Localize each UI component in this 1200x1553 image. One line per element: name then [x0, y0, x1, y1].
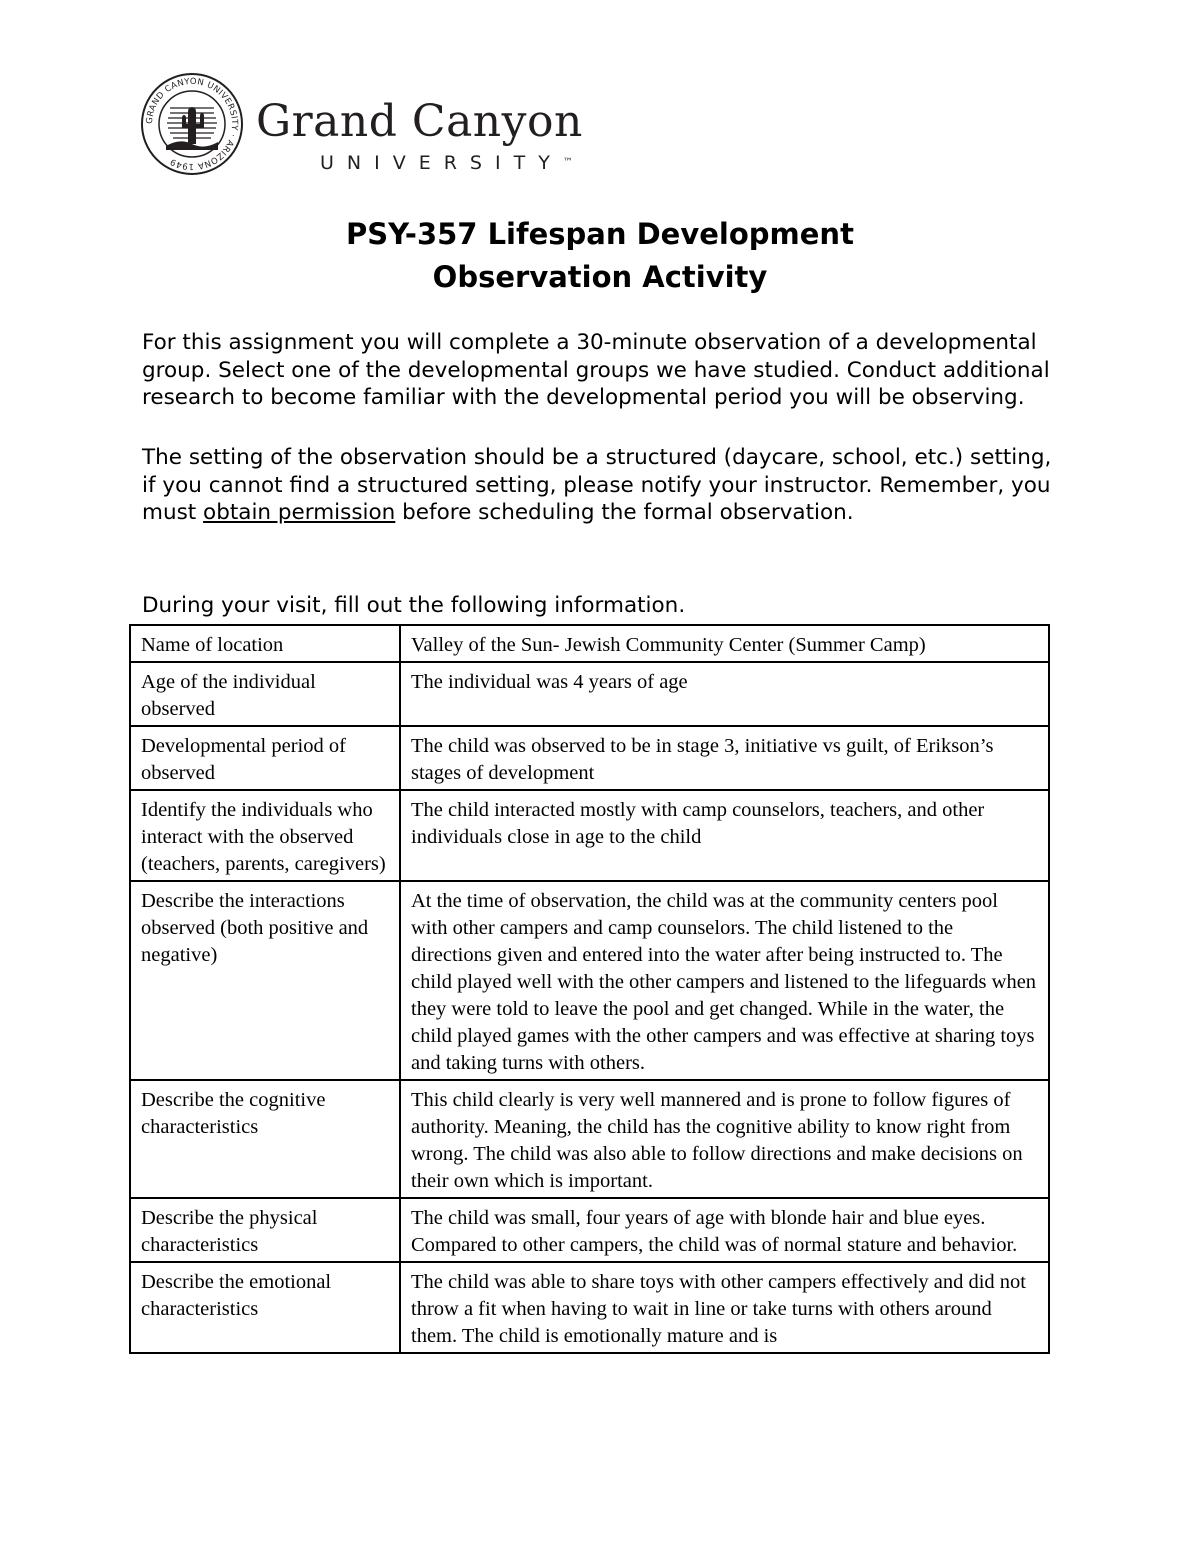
- intro-paragraph-2-end: before scheduling the formal observation.: [395, 500, 854, 525]
- row-label: Describe the emotional characteristics: [130, 1262, 400, 1353]
- table-instruction: During your visit, fill out the following information.: [142, 593, 686, 618]
- university-logo: [140, 72, 620, 176]
- row-label: Age of the individual observed: [130, 662, 400, 726]
- observation-table: [129, 624, 1050, 1354]
- row-label: Describe the cognitive characteristics: [130, 1080, 400, 1198]
- seal-text: GRAND CANYON UNIVERSITY · ARIZONA 1949: [144, 76, 240, 172]
- obtain-permission-text: obtain permission: [203, 500, 396, 525]
- row-value: The child was small, four years of age with blonde hair and blue eyes. Compared to other campers, the child was of normal stature and behavior.: [400, 1198, 1049, 1262]
- row-value: This child clearly is very well mannered and is prone to follow figures of authority. Meaning, the child has the cognitive ability to know right from wrong. The child was also able to follow directions and make decisions on their own which is important.: [400, 1080, 1049, 1198]
- row-label: Describe the interactions observed (both positive and negative): [130, 881, 400, 1080]
- table-row: [130, 1262, 1049, 1353]
- intro-paragraph-2-start: The setting of the observation should be a structured (daycare, school, etc.) setting, if you cannot find a structured setting, please notify your instructor. Remember, you must: [142, 445, 1052, 525]
- page-title: [0, 213, 1200, 299]
- table-row: [130, 1080, 1049, 1198]
- table-row: [130, 625, 1049, 662]
- row-value: The child interacted mostly with camp counselors, teachers, and other individuals close in age to the child: [400, 790, 1049, 881]
- trademark-symbol: ™: [562, 157, 573, 168]
- row-label: Name of location: [130, 625, 400, 662]
- row-label: Describe the physical characteristics: [130, 1198, 400, 1262]
- row-label: Developmental period of observed: [130, 726, 400, 790]
- row-value: The individual was 4 years of age: [400, 662, 1049, 726]
- table-row: [130, 790, 1049, 881]
- table-row: [130, 881, 1049, 1080]
- row-value: Valley of the Sun- Jewish Community Center (Summer Camp): [400, 625, 1049, 662]
- row-label: Identify the individuals who interact with the observed (teachers, parents, caregivers): [130, 790, 400, 881]
- row-value: At the time of observation, the child was at the community centers pool with other campers and camp counselors. The child listened to the directions given and entered into the water after being instructed to. The child played well with the other campers and listened to the lifeguards when they were told to leave the pool and get changed. While in the water, the child played games with the other campers and was effective at sharing toys and taking turns with others.: [400, 881, 1049, 1080]
- table-row: [130, 662, 1049, 726]
- intro-paragraph-1: For this assignment you will complete a 30-minute observation of a developmental group. Select one of the developmental groups we have studied. Conduct additional research to become familiar with the developmental period you will be observing.: [142, 330, 1050, 410]
- row-value: The child was able to share toys with other campers effectively and did not throw a fit when having to wait in line or take turns with others around them. The child is emotionally mature and is: [400, 1262, 1049, 1353]
- title-line-1: PSY-357 Lifespan Development: [346, 217, 854, 251]
- row-value: The child was observed to be in stage 3, initiative vs guilt, of Erikson’s stages of development: [400, 726, 1049, 790]
- brand-subtitle-text: UNIVERSITY: [320, 152, 563, 174]
- intro-paragraph-2: [142, 444, 1062, 527]
- university-seal-icon: [140, 72, 244, 176]
- title-line-2: Observation Activity: [432, 260, 768, 294]
- brand-subtitle: [320, 152, 573, 174]
- table-row: [130, 1198, 1049, 1262]
- brand-name: Grand Canyon: [256, 96, 583, 147]
- table-row: [130, 726, 1049, 790]
